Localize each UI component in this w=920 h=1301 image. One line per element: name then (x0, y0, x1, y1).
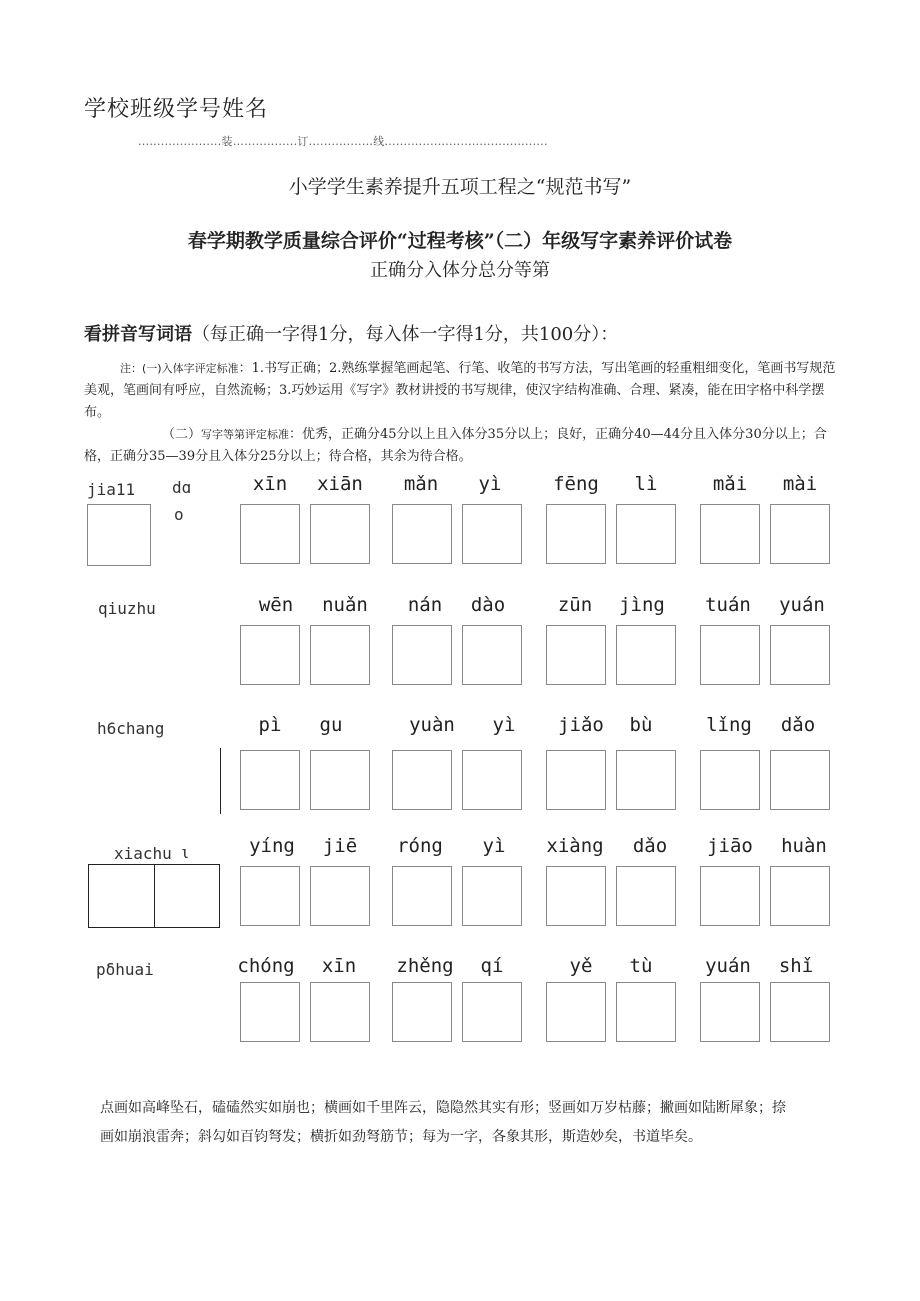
row-1-box-5[interactable] (546, 504, 606, 564)
row-3-pinyin-3: yuàn (409, 714, 455, 736)
row-4-box-5[interactable] (546, 866, 606, 926)
row-1-pinyin-7: mǎi (712, 473, 748, 495)
row-2-box-2[interactable] (310, 625, 370, 685)
row-2-label: qiuzhu (98, 599, 156, 618)
row-5-box-8[interactable] (770, 982, 830, 1042)
student-info-fields: 学校班级学号姓名 (84, 97, 269, 122)
row-3-pinyin-8: dǎo (780, 714, 816, 736)
row-1-box-3[interactable] (392, 504, 452, 564)
row-3-pinyin-2: gu (319, 714, 343, 736)
grading-notes (84, 358, 840, 468)
row-3-divider (220, 748, 221, 814)
row-1-box-2[interactable] (310, 504, 370, 564)
row-5-pinyin-8: shǐ (778, 955, 814, 977)
row-2-pinyin-4: dào (470, 594, 506, 616)
row-5-box-1[interactable] (240, 982, 300, 1042)
score-header: 正确分入体分总分等第 (370, 260, 550, 281)
row-1-box-1[interactable] (240, 504, 300, 564)
row-1-box-6[interactable] (616, 504, 676, 564)
row-1-pinyin-3: mǎn (403, 473, 439, 495)
note-label-2: 写字等第评定标准 (201, 428, 290, 441)
row-4-pinyin-3: róng (397, 835, 443, 857)
row-5-pinyin-6: tù (629, 955, 653, 977)
row-3-pinyin-5: jiǎo (558, 714, 604, 736)
row-4-pinyin-4: yì (482, 835, 506, 857)
row-2-pinyin-2: nuǎn (322, 594, 368, 616)
row-1-answer-box-lead[interactable] (87, 504, 151, 566)
row-3-pinyin-4: yì (492, 714, 516, 736)
row-4-label: xiachu (114, 844, 172, 863)
row-2-box-4[interactable] (462, 625, 522, 685)
exam-title: 春学期教学质量综合评价“过程考核”（二）年级写字素养评价试卷 (187, 230, 733, 252)
row-2-pinyin-3: nán (407, 594, 443, 616)
row-3-label: h6chang (97, 719, 165, 738)
row-3-pinyin-7: lǐng (706, 714, 752, 736)
row-4-extra: ι (180, 843, 190, 862)
row-4-box-4[interactable] (462, 866, 522, 926)
row-2-pinyin-5: zūn (557, 594, 593, 616)
row-5-box-3[interactable] (392, 982, 452, 1042)
row-1-pinyin-2: xiān (317, 473, 363, 495)
row-1-box-4[interactable] (462, 504, 522, 564)
calligraphy-quote: 点画如高峰坠石，磕磕然实如崩也；横画如千里阵云，隐隐然其实有形；竖画如万岁枯藤；撇画如陆断犀象；捺画如崩浪雷奔；斜勾如百钧弩发；横折如劲弩筋节；每为一字，各象其形，斯造妙矣，书道毕矣。 (100, 1100, 786, 1145)
row-2-pinyin-7: tuán (705, 594, 751, 616)
row-4-box-3[interactable] (392, 866, 452, 926)
row-3-pinyin-6: bù (629, 714, 653, 736)
row-1-label: jia11 (87, 480, 136, 499)
row-1-extra-b: o (174, 505, 184, 524)
project-title: 小学学生素养提升五项工程之“规范书写” (288, 176, 632, 198)
row-2-box-7[interactable] (700, 625, 760, 685)
row-5-box-7[interactable] (700, 982, 760, 1042)
row-5-box-6[interactable] (616, 982, 676, 1042)
row-5-pinyin-5: yě (569, 955, 593, 977)
note-paragraph-2 (84, 424, 840, 468)
row-1-box-8[interactable] (770, 504, 830, 564)
row-4-box-1[interactable] (240, 866, 300, 926)
row-4-pinyin-5: xiàng (546, 835, 604, 857)
note-label-1: 注：(一)入体字评定标准 (120, 362, 239, 375)
note-prefix-2: （二） (162, 427, 202, 442)
row-2-pinyin-1: wēn (258, 594, 294, 616)
row-2-box-8[interactable] (770, 625, 830, 685)
note-paragraph-1 (84, 358, 840, 424)
row-1-extra-a: dɑ (172, 478, 192, 497)
row-2-box-5[interactable] (546, 625, 606, 685)
row-3-box-8[interactable] (770, 750, 830, 810)
row-2-pinyin-8: yuán (779, 594, 825, 616)
row-3-box-4[interactable] (462, 750, 522, 810)
row-5-label: pδhuai (96, 960, 154, 979)
row-1-pinyin-6: lì (634, 473, 658, 495)
row-4-box-8[interactable] (770, 866, 830, 926)
row-4-box-2[interactable] (310, 866, 370, 926)
row-1-box-7[interactable] (700, 504, 760, 564)
row-3-box-5[interactable] (546, 750, 606, 810)
row-2-box-6[interactable] (616, 625, 676, 685)
row-2-box-1[interactable] (240, 625, 300, 685)
row-1-pinyin-8: mài (782, 473, 818, 495)
row-4-pinyin-8: huàn (781, 835, 827, 857)
row-3-box-7[interactable] (700, 750, 760, 810)
row-1-pinyin-5: fēng (553, 473, 599, 495)
row-4-pinyin-2: jiē (322, 835, 358, 857)
row-5-pinyin-1: chóng (237, 955, 295, 977)
row-3-box-2[interactable] (310, 750, 370, 810)
row-3-box-6[interactable] (616, 750, 676, 810)
row-5-pinyin-2: xīn (321, 955, 357, 977)
row-4-pinyin-6: dǎo (632, 835, 668, 857)
row-3-box-1[interactable] (240, 750, 300, 810)
row-5-box-2[interactable] (310, 982, 370, 1042)
row-5-pinyin-7: yuán (705, 955, 751, 977)
row-1-pinyin-1: xīn (252, 473, 288, 495)
row-3-pinyin-1: pì (258, 714, 282, 736)
row-1-pinyin-4: yì (478, 473, 502, 495)
instruction-heading: 看拼音写词语 (84, 324, 192, 345)
row-2-box-3[interactable] (392, 625, 452, 685)
row-4-answer-grid-divider (154, 864, 155, 928)
row-5-pinyin-4: qí (480, 955, 504, 977)
row-4-pinyin-7: jiāo (707, 835, 753, 857)
instruction-scoring: （每正确一字得1分，每入体一字得1分，共100分）： (192, 324, 619, 345)
binding-cut-line: ......................装.................订.................线........................................... (138, 135, 548, 148)
question-instruction (84, 320, 618, 346)
row-2-pinyin-6: jìng (619, 594, 665, 616)
note-text-2: ：优秀，正确分45分以上且入体分35分以上；良好，正确分40—44分且入体分30分以上；合格，正确分35—39分且入体分25分以上；待合格，其余为待合格。 (84, 427, 827, 464)
note-text-1: ：1.书写正确；2.熟练掌握笔画起笔、行笔、收笔的书写方法，写出笔画的轻重粗细变化，笔画书写规范美观，笔画间有呼应，自然流畅；3.巧妙运用《写字》教材讲授的书写规律，使汉字结构准确、合理、紧凑，能在田字格中科学摆布。 (84, 361, 836, 420)
row-3-box-3[interactable] (392, 750, 452, 810)
row-4-box-7[interactable] (700, 866, 760, 926)
row-4-pinyin-1: yíng (249, 835, 295, 857)
row-4-box-6[interactable] (616, 866, 676, 926)
row-5-box-4[interactable] (462, 982, 522, 1042)
row-5-box-5[interactable] (546, 982, 606, 1042)
row-5-pinyin-3: zhěng (396, 955, 454, 977)
